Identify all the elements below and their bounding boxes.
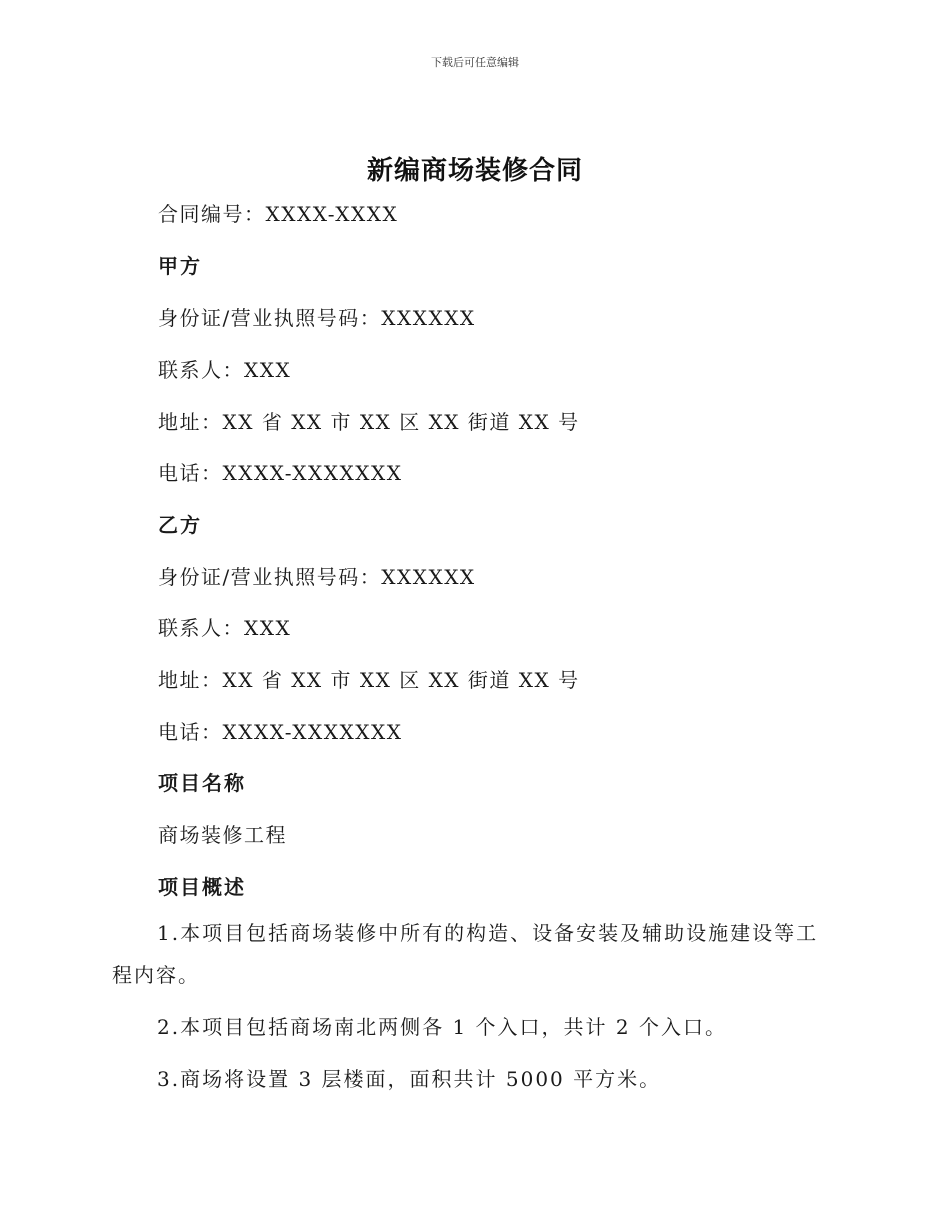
overview-item-3: 3.商场将设置 3 层楼面，面积共计 5000 平方米。	[157, 1067, 662, 1091]
party-a-heading: 甲方	[158, 254, 202, 278]
party-a-id: 身份证/营业执照号码：XXXXXX	[158, 306, 476, 330]
project-name-heading: 项目名称	[158, 771, 246, 795]
header-note: 下载后可任意编辑	[431, 56, 519, 69]
project-overview-heading: 项目概述	[158, 875, 246, 899]
party-a-contact: 联系人：XXX	[158, 358, 292, 382]
party-b-address: 地址：XX 省 XX 市 XX 区 XX 街道 XX 号	[158, 668, 580, 692]
party-b-phone: 电话：XXXX-XXXXXXX	[158, 720, 403, 744]
overview-item-2: 2.本项目包括商场南北两侧各 1 个入口，共计 2 个入口。	[157, 1015, 727, 1039]
overview-item-1: 1.本项目包括商场装修中所有的构造、设备安装及辅助设施建设等工程内容。	[112, 921, 819, 987]
document-title: 新编商场装修合同	[366, 156, 583, 186]
party-b-heading: 乙方	[158, 513, 202, 537]
project-name-value: 商场装修工程	[158, 823, 287, 847]
party-b-id: 身份证/营业执照号码：XXXXXX	[158, 565, 476, 589]
contract-number: 合同编号：XXXX-XXXX	[158, 202, 399, 226]
party-b-contact: 联系人：XXX	[158, 616, 292, 640]
party-a-address: 地址：XX 省 XX 市 XX 区 XX 街道 XX 号	[158, 410, 580, 434]
party-a-phone: 电话：XXXX-XXXXXXX	[158, 461, 403, 485]
